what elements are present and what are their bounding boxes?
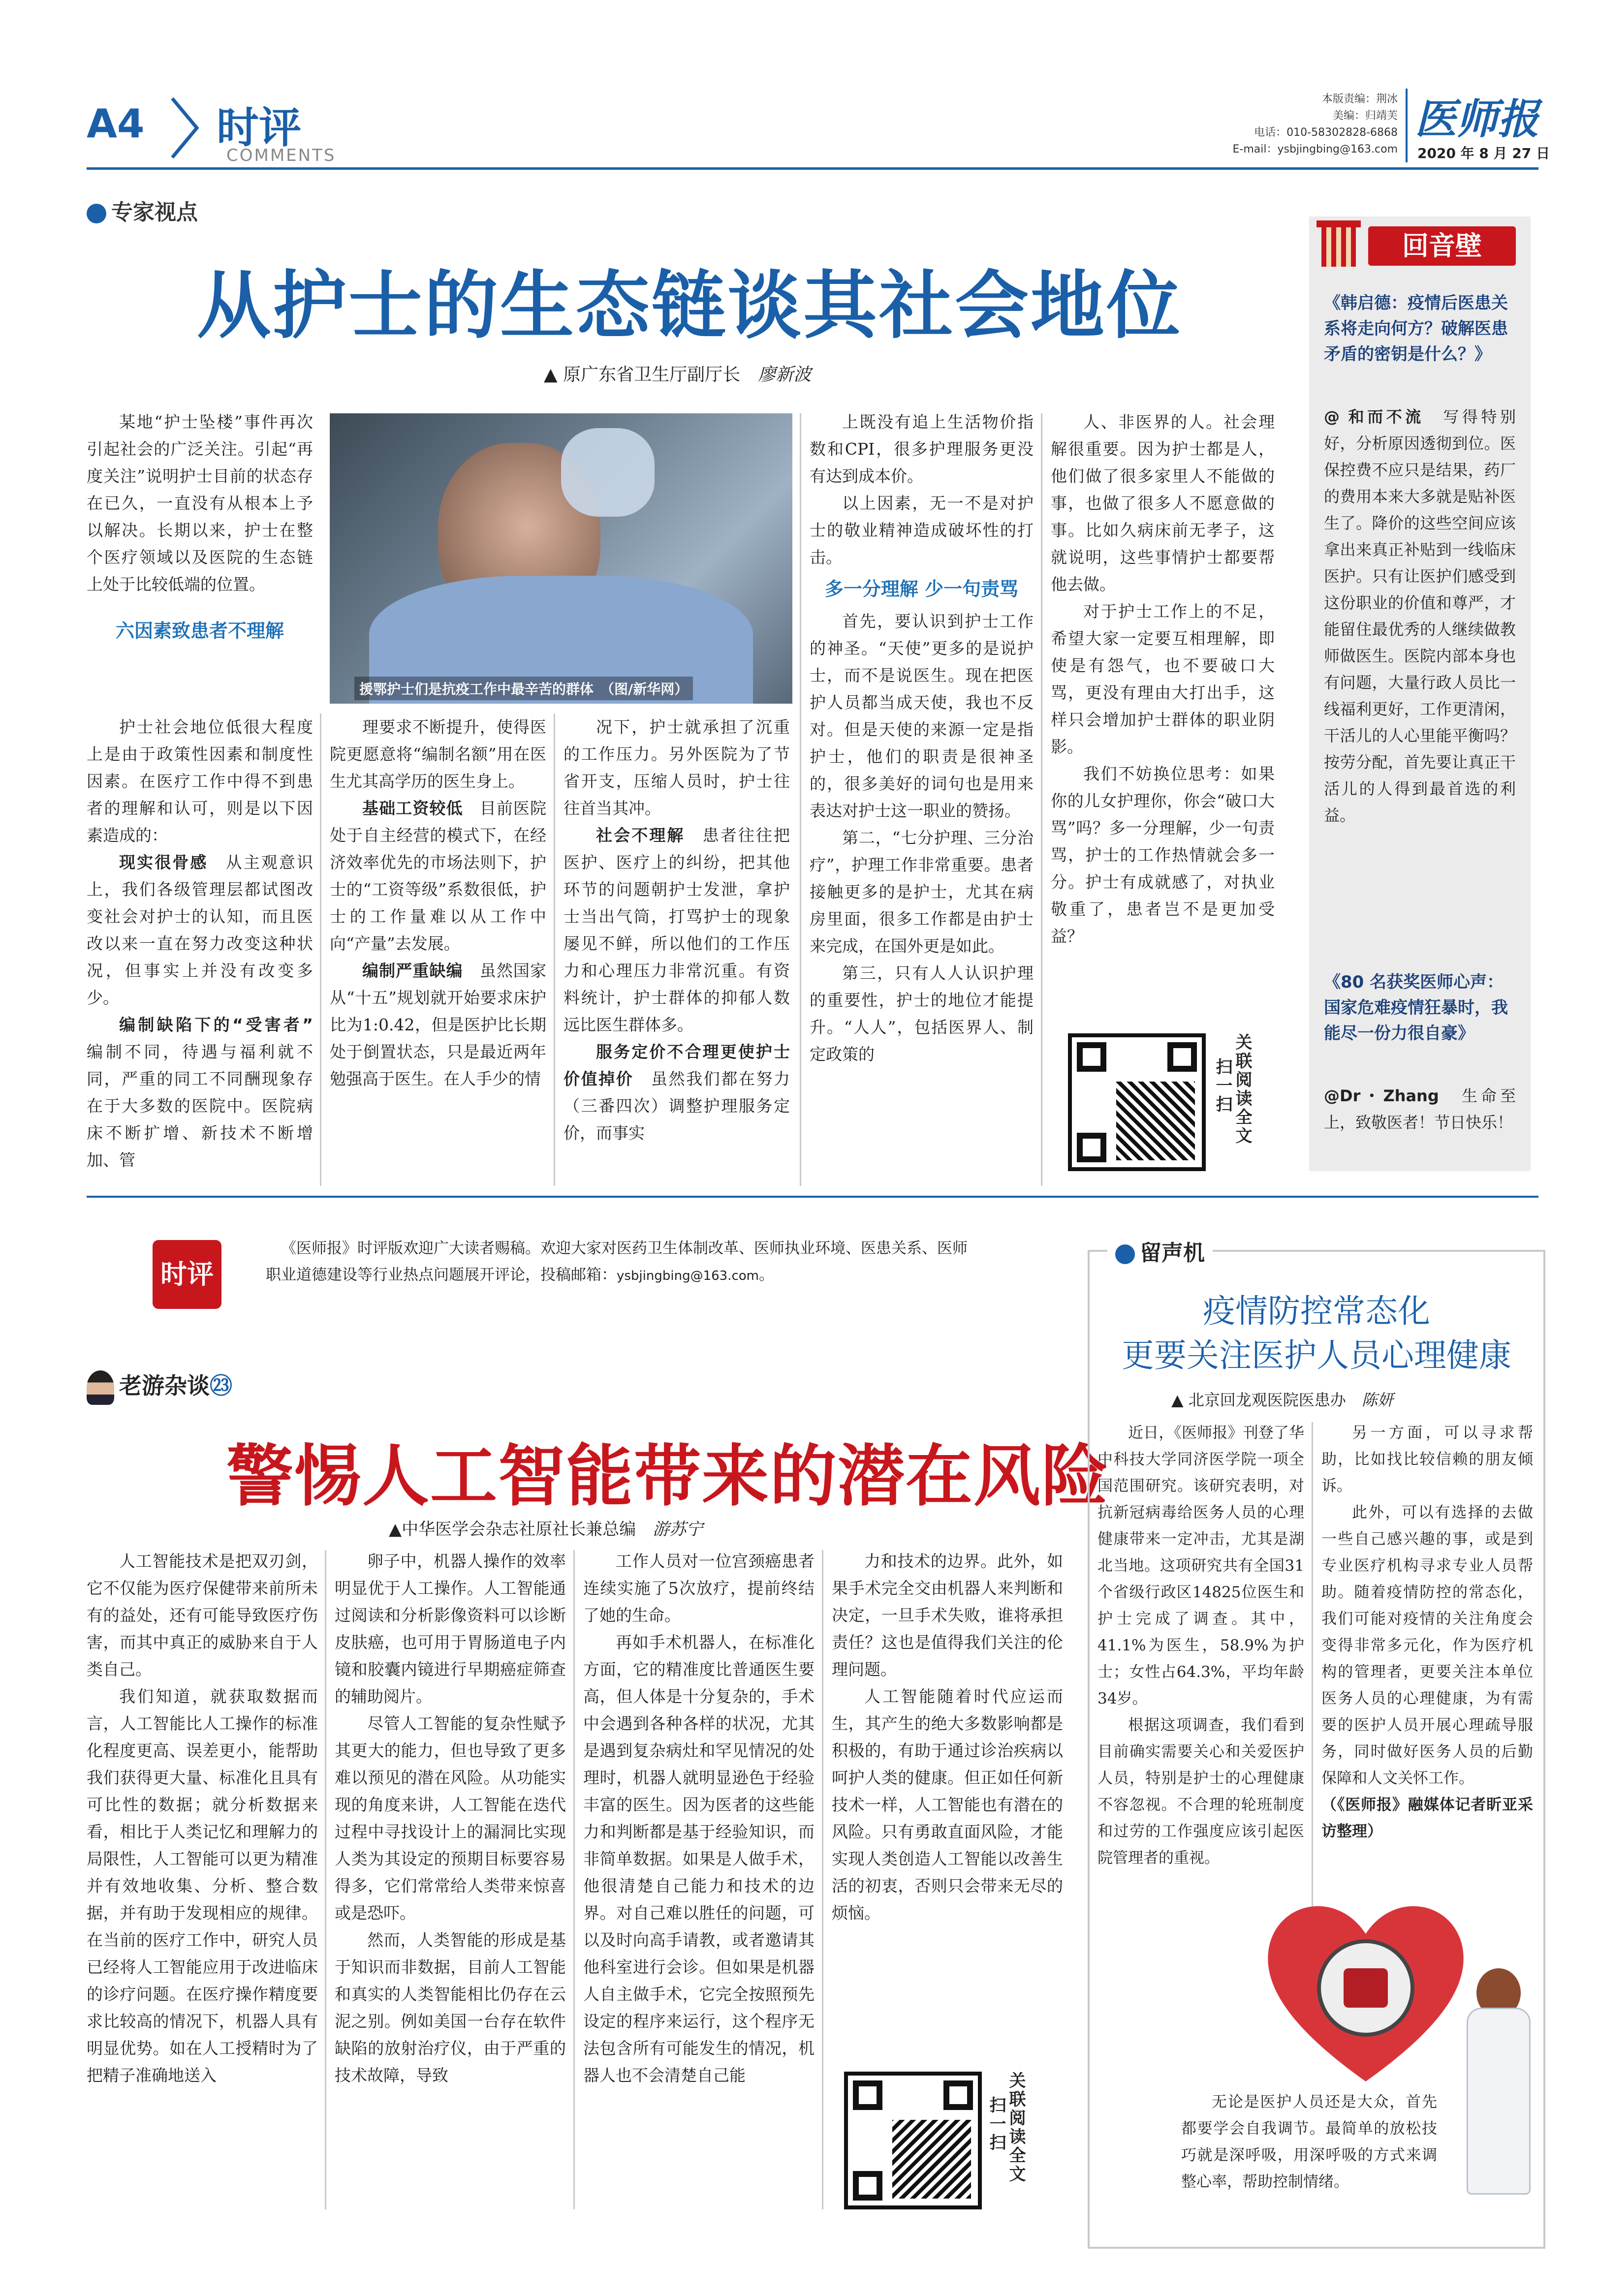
echo-wall-sidebar [1309,217,1531,1171]
sidebar-a2: @Dr・Zhang 生命至上，致敬医者！节日快乐！ [1324,1086,1516,1132]
photo-caption: 援鄂护士们是抗疫工作中最辛苦的群体 （图/新华网） [354,677,693,700]
header-rule [87,167,1538,170]
doctor-coat [1467,2008,1531,2195]
issue-date: 2020 年 8 月 27 日 [1417,145,1550,161]
email: E-mail：ysbjingbing@163.com [1232,143,1398,155]
divider [1406,89,1408,162]
subhead-more-understanding: 多一分理解 少一句责骂 [824,578,1019,600]
chevron-right-icon [167,93,207,162]
article2-byline: ▲中华医学会杂志社原社长兼总编 游苏宁 [389,1520,703,1539]
article2-qr-scan: 扫一扫 [986,2096,1006,2152]
article2-qr-code[interactable] [844,2072,982,2209]
col-divider [320,714,321,1186]
subhead-six-factors: 六因素致患者不理解 [115,620,284,642]
article3-title: 疫情防控常态化 更要关注医护人员心理健康 [1122,1292,1511,1374]
col-divider [573,1550,575,2209]
article1-byline: ▲ 原广东省卫生厅副厅长 廖新波 [544,365,812,385]
article3-col2: 另一方面，可以寻求帮助，比如找比较信赖的朋友倾诉。 此外，可以有选择的去做一些自己感兴趣的事，或是到专业医疗机构寻求专业人员帮助。随着疫情防控的常态化，我们可能对疫情的关注角度会变得非常多元化，作为医疗机构的管理者，更要关注本单位医务人员的心理健康，为有需要的医护人员开展心理疏导服务，同时做好医务人员的后勤保障和人文关怀工作。 （《医师报》融媒体记者盺亚采访整理） [1321,1420,1533,1845]
article3-col1: 近日，《医师报》刊登了华中科技大学同济医学院一项全国范围研究。该研究表明，对抗新冠病毒给医务人员的心理健康带来一定冲击，尤其是湖北当地。这项研究共有全国31个省级行政区14825位医生和护士完成了调查。其中，41.1%为医生，58.9%为护士；女性占64.3%，平均年龄34岁。 根据这项调查，我们看到目前确实需要关心和关爱医护人员，特别是护士的心理健康不容忽视。不合理的轮班制度和过劳的工作强度应该引起医院管理者的重视。 [1097,1424,1304,1867]
doctor-figure [1462,1968,1536,2224]
editor-info [1216,91,1398,158]
article1-title: 从护士的生态链谈其社会地位 [197,263,1183,349]
column-tag-expert: 专家视点 [87,194,198,226]
heart-icon [1260,1890,1472,2086]
section-rule [87,1196,1538,1198]
page-number: A4 [87,101,145,147]
article2-col2: 卵子中，机器人操作的效率明显优于人工操作。人工智能通过阅读和分析影像资料可以诊断皮肤癌，也可用于胃肠道电子内镜和胶囊内镜进行早期癌症筛查的辅助阅片。 尽管人工智能的复杂性赋予其更大的能力，但也导致了更多难以预见的潜在风险。从功能实现的角度来讲，人工智能在迭代过程中寻找设计上的漏洞比实现人类为其设定的预期目标要容易得多，它们常常给人类带来惊喜或是恐吓。 然而，人类智能的形成是基于知识而非数据，目前人工智能和真实的人类智能相比仍存在云泥之别。例如美国一台存在软件缺陷的放射治疗仪，由于严重的技术故障，导致 [335,1551,566,2085]
heart-illustration [1260,1890,1472,2086]
notice-logo: 时评 [153,1240,221,1309]
article2-qr-label: 关联阅读全文 [1006,2072,1026,2184]
phone: 电话：010-58302828-6868 [1254,126,1398,139]
article2-title: 警惕人工智能带来的潜在风险 [226,1438,1109,1516]
col-divider [554,714,555,1186]
article2-col1: 人工智能技术是把双刃剑，它不仅能为医疗保健带来前所未有的益处，还有可能导致医疗伤害，而其中真正的威胁来自于人类自己。 我们知道，就获取数据而言，人工智能比人工操作的标准化程度更高、误差更小，能帮助我们获得更大量、标准化且具有可比性的数据；就分析数据来看，相比于人类记忆和理解力的局限性，人工智能可以更为精准并有效地收集、分析、整合数据，并有助于发现相应的规律。在当前的医疗工作中，研究人员已经将人工智能应用于改进临床的诊疗问题。在医疗操作精度要求比较高的情况下，机器人具有明显优势。如在人工授精时为了把精子准确地送入 [87,1551,318,2085]
article1-col3: 况下，护士就承担了沉重的工作压力。另外医院为了节省开支，压缩人员时，护士往往首当其冲。 社会不理解 患者往往把医护、医疗上的纠纷，把其他环节的问题朝护士发泄，拿护士当出气筒，打骂护士的现象屡见不鲜，所以他们的工作压力和心理压力非常沉重。有资料统计，护士群体的抑郁人数远比医生群体多。 服务定价不合理更使护士价值掉价 虽然我们都在努力（三番四次）调整护理服务定价，而事实 [564,717,790,1143]
col-divider [1041,413,1042,1186]
article1-qr-scan: 扫一扫 [1213,1058,1232,1114]
newspaper-logo: 医师报 [1415,94,1539,143]
avatar [87,1370,114,1405]
notice-email[interactable]: ysbjingbing@163.com [617,1269,759,1283]
col-divider [822,1550,823,2209]
sidebar-title: 回音壁 [1368,226,1516,266]
article1-col2: 理要求不断提升，使得医院更愿意将“编制名额”用在医生尤其高学历的医生身上。 基础工资较低 目前医院处于自主经营的模式下，在经济效率优先的市场法则下，护士的“工资等级”系数很低，护士的工作量难以从工作中向“产量”去发展。 编制严重缺编 虽然国家从“十五”规划就开始要求床护比为1:0.42，但是医护比长期处于倒置状态，只是最近两年勉强高于医生。在人手少的情 [330,717,547,1088]
col-divider [1312,1422,1313,1939]
article1-qr-label: 关联阅读全文 [1232,1033,1252,1146]
col-divider [325,1550,326,2209]
col-divider [800,413,801,1186]
article1-photo [330,413,792,704]
column-tag-liushengji: 留声机 [1107,1235,1213,1267]
article1-col4: 上既没有追上生活物价指数和CPI，很多护理服务更没有达到成本价。 以上因素，无一不是对护士的敬业精神造成破坏性的打击。 多一分理解 少一句责骂 首先，要认识到护士工作的神圣。“天使”更多的是说护士，而不是说医生。现在把医护人员都当成天使，我也不反对。但是天使的来源一定是指护士，他们的职责是很神圣的，很多美好的词句也是用来表达对护士这一职业的赞扬。 第二，“七分护理、三分治疗”，护理工作非常重要。患者接触更多的是护士，尤其在病房里面，很多工作都是由护士来完成，在国外更是如此。 第三，只有人人认识护理的重要性，护士的地位才能提升。“人人”，包括医界人、制定政策的 [810,412,1034,1064]
sidebar-q1: 《韩启德：疫情后医患关系将走向何方？破解医患矛盾的密钥是什么？》 [1324,293,1508,364]
notice-text: 《医师报》时评版欢迎广大读者赐稿。欢迎大家对医药卫生体制改革、医师执业环境、医患关系、医师职业道德建设等行业热点问题展开评论，投稿邮箱：ysbjingbing@163.com。 [266,1240,968,1284]
article2-col3: 工作人员对一位宫颈癌患者连续实施了5次放疗，提前终结了她的生命。 再如手术机器人，在标准化方面，它的精准度比普通医生要高，但人体是十分复杂的，手术中会遇到各种各样的状况，尤其是遇到复杂病灶和罕见情况的处理时，机器人就明显逊色于经验丰富的医生。因为医者的这些能力和判断都是基于经验知识，而非简单数据。如果是人做手术，他很清楚自己能力和技术的边界。对自己难以胜任的问题，可以及时向高手请教，或者邀请其他科室进行会诊。但如果是机器人自主做手术，它完全按照预先设定的程序来运行，这个程序无法包含所有可能发生的情况，机器人也不会清楚自己能 [583,1551,815,2085]
sidebar-a1: @ 和而不流 写得特别好，分析原因透彻到位。医保控费不应只是结果，药厂的费用本来大多就是贴补医生了。降价的这些空间应该拿出来真正补贴到一线临床医护。只有让医护们感受到这份职业的价值和尊严，才能留住最优秀的人继续做教师做医生。医院内部本身也有问题，大量行政人员比一线福利更好，工作更清闲，干活儿的人心里能平衡吗？按劳分配，首先要让真正干活儿的人得到最首选的利益。 [1324,407,1516,825]
article2-col4: 力和技术的边界。此外，如果手术完全交由机器人来判断和决定，一旦手术失败，谁将承担责任？这也是值得我们关注的伦理问题。 人工智能随着时代应运而生，其产生的绝大多数影响都是积极的，有助于通过诊治疾病以呵护人类的健康。但正如任何新技术一样，人工智能也有潜在的风险。只有勇敢直面风险，才能实现人类创造人工智能以改善生活的初衷，否则只会带来无尽的烦恼。 [832,1551,1063,1923]
section-subtitle: COMMENTS [226,146,336,165]
temple-icon [1317,217,1361,271]
article3-credit: （《医师报》融媒体记者盺亚采访整理） [1321,1796,1533,1840]
designer: 美编：归靖芙 [1332,110,1398,122]
column-tag-laoyou: 老游杂谈㉓ [87,1368,232,1405]
article1-intro: 某地“护士坠楼”事件再次引起社会的广泛关注。引起“再度关注”说明护士目前的状态存在已久，一直没有从根本上予以解决。长期以来，护士在整个医疗领域以及医院的生态链上处于比较低端的位置。 六因素致患者不理解 [87,408,313,650]
article1-col1: 护士社会地位低很大程度上是由于政策性因素和制度性因素。在医疗工作中得不到患者的理解和认可，则是以下因素造成的： 现实很骨感 从主观意识上，我们各级管理层都试图改变社会对护士的认知，而且医改以来一直在努力改变这种状况，但事实上并没有改变多少。 编制缺陷下的“受害者” 编制不同，待遇与福利就不同，严重的同工不同酬现象存在于大多数的医院中。医院病床不断扩增、新技术不断增加、管 [87,717,314,1170]
section-title: 时评 [217,103,301,153]
article1-qr-code[interactable] [1068,1033,1206,1171]
dot-icon [1115,1244,1135,1264]
photo-glove [561,428,655,517]
dot-icon [87,204,106,223]
sidebar-q2: 《80 名获奖医师心声：国家危难疫情狂暴时，我能尽一份力很自豪》 [1324,972,1508,1043]
editor: 本版责编：荆冰 [1321,93,1398,105]
article1-col5: 人、非医界的人。社会理解很重要。因为护士都是人，他们做了很多家里人不能做的事，也做了很多人不愿意做的事。比如久病床前无孝子，这就说明，这些事情护士都要帮他去做。 对于护士工作上的不足，希望大家一定要互相理解，即使是有怨气，也不要破口大骂，更没有理由大打出手，这样只会增加护士群体的职业阴影。 我们不妨换位思考：如果你的儿女护理你，你会“破口大骂”吗？多一分理解，少一句责骂，护士的工作热情就会多一分。护士有成就感了，对执业敬重了，患者岂不是更加受益？ [1051,412,1275,946]
article3-tail: 无论是医护人员还是大众，首先都要学会自我调节。最简单的放松技巧就是深呼吸，用深呼吸的方式来调整心率，帮助控制情绪。 [1181,2093,1437,2191]
article3-byline: ▲ 北京回龙观医院医患办 陈妍 [1171,1391,1393,1409]
